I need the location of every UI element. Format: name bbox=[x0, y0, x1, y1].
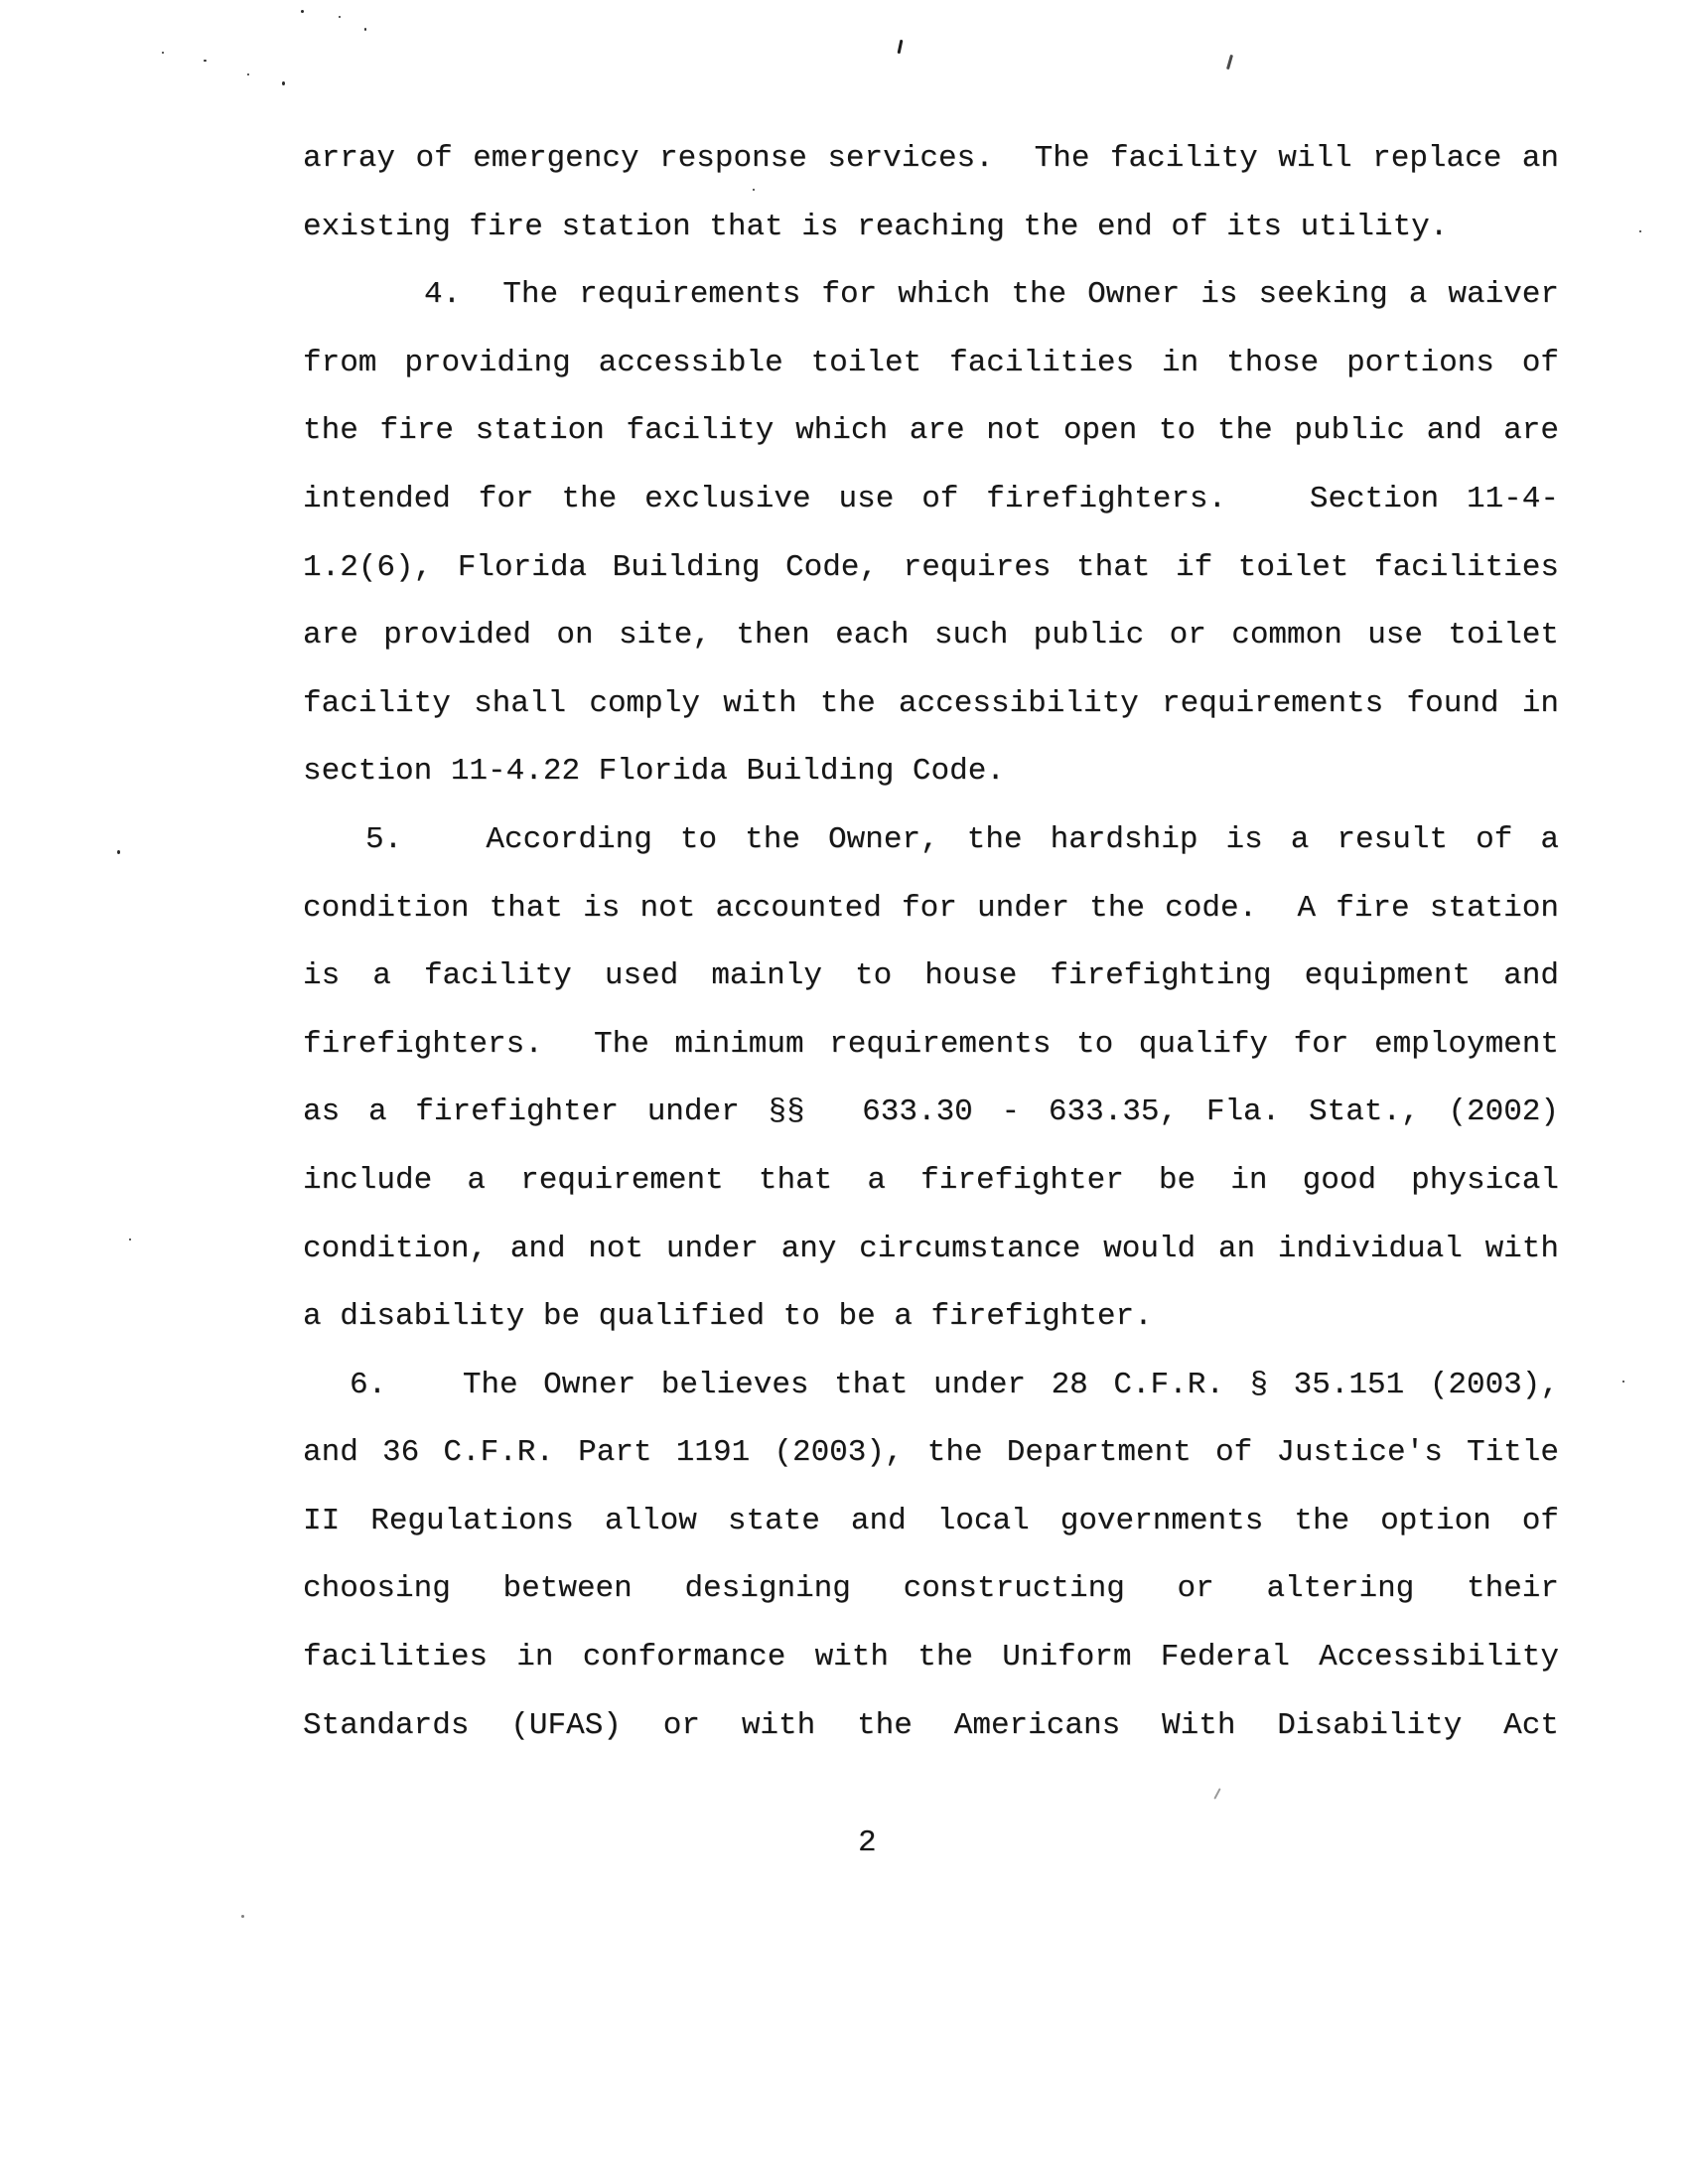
scan-speck bbox=[1622, 1381, 1624, 1383]
document-line bbox=[303, 1419, 1559, 1488]
line-text: as a firefighter under §§ 633.30 - 633.35, Fla. Stat., (2002) bbox=[303, 1094, 1559, 1130]
line-text: include a requirement that a firefighter be in good physical bbox=[303, 1162, 1559, 1198]
document-line bbox=[303, 943, 1559, 1011]
document-line bbox=[303, 602, 1559, 670]
line-text: existing fire station that is reaching the end of its utility. bbox=[303, 209, 1449, 244]
line-text: 5. According to the Owner, the hardship is a result of a bbox=[365, 821, 1559, 857]
scan-speck bbox=[247, 73, 249, 75]
scan-speck bbox=[129, 1238, 131, 1240]
document-line paragraph-5-start bbox=[303, 806, 1559, 875]
page-number bbox=[858, 1810, 877, 1878]
document-line bbox=[303, 1011, 1559, 1080]
line-text: Standards (UFAS) or with the Americans With Disability Act bbox=[303, 1707, 1559, 1743]
line-text: 6. The Owner believes that under 28 C.F.R. § 35.151 (2003), bbox=[350, 1367, 1559, 1402]
document-line bbox=[303, 1555, 1559, 1624]
line-text: condition, and not under any circumstance would an individual with bbox=[303, 1231, 1559, 1266]
document-line bbox=[303, 1147, 1559, 1216]
line-text: firefighters. The minimum requirements to qualify for employment bbox=[303, 1026, 1559, 1062]
scan-mark bbox=[898, 40, 904, 54]
scan-speck bbox=[364, 28, 366, 31]
scan-speck bbox=[117, 850, 120, 854]
line-text: condition that is not accounted for under the code. A fire station bbox=[303, 890, 1559, 926]
scan-speck bbox=[204, 60, 207, 62]
document-line paragraph-4-start bbox=[303, 261, 1559, 330]
page-number-text: 2 bbox=[858, 1825, 877, 1860]
document-line bbox=[303, 125, 1559, 194]
document-line bbox=[303, 466, 1559, 534]
line-text: II Regulations allow state and local governments the option of bbox=[303, 1503, 1559, 1538]
document-line bbox=[303, 194, 1559, 262]
scan-speck bbox=[301, 10, 304, 13]
document-line paragraph-6-start bbox=[303, 1352, 1559, 1420]
scan-speck bbox=[339, 16, 341, 18]
document-line bbox=[303, 1488, 1559, 1556]
line-text: choosing between designing constructing or altering their bbox=[303, 1571, 1559, 1607]
line-text: facility shall comply with the accessibility requirements found in bbox=[303, 685, 1559, 721]
document-line bbox=[303, 875, 1559, 944]
line-text: the fire station facility which are not open to the public and are bbox=[303, 413, 1559, 449]
line-text: array of emergency response services. The facility will replace an bbox=[303, 141, 1559, 176]
line-text: 1.2(6), Florida Building Code, requires that if toilet facilities bbox=[303, 549, 1559, 585]
line-text: facilities in conformance with the Uniform Federal Accessibility bbox=[303, 1640, 1559, 1675]
line-text: 4. The requirements for which the Owner is seeking a waiver bbox=[424, 277, 1559, 313]
document-line bbox=[303, 670, 1559, 739]
document-line bbox=[303, 397, 1559, 466]
line-text: from providing accessible toilet facilities in those portions of bbox=[303, 345, 1559, 380]
scan-speck bbox=[282, 81, 285, 85]
document-line bbox=[303, 1216, 1559, 1284]
document-line bbox=[303, 738, 1559, 806]
scan-speck bbox=[1639, 230, 1641, 232]
scan-speck bbox=[241, 1915, 244, 1918]
document-line bbox=[303, 330, 1559, 398]
scan-speck bbox=[162, 52, 164, 54]
line-text: section 11-4.22 Florida Building Code. bbox=[303, 754, 1005, 790]
scan-mark bbox=[1213, 1788, 1220, 1800]
document-line bbox=[303, 1692, 1559, 1761]
document-line bbox=[303, 1283, 1559, 1352]
document-line bbox=[303, 1624, 1559, 1692]
line-text: a disability be qualified to be a firefighter. bbox=[303, 1299, 1153, 1335]
line-text: intended for the exclusive use of firefighters. Section 11-4- bbox=[303, 481, 1559, 516]
document-line bbox=[303, 534, 1559, 603]
line-text: are provided on site, then each such public or common use toilet bbox=[303, 618, 1559, 654]
line-text: and 36 C.F.R. Part 1191 (2003), the Department of Justice's Title bbox=[303, 1435, 1559, 1471]
document-line bbox=[303, 1079, 1559, 1147]
line-text: is a facility used mainly to house firefighting equipment and bbox=[303, 958, 1559, 994]
document-body bbox=[303, 125, 1559, 1760]
scan-mark bbox=[1226, 55, 1233, 70]
